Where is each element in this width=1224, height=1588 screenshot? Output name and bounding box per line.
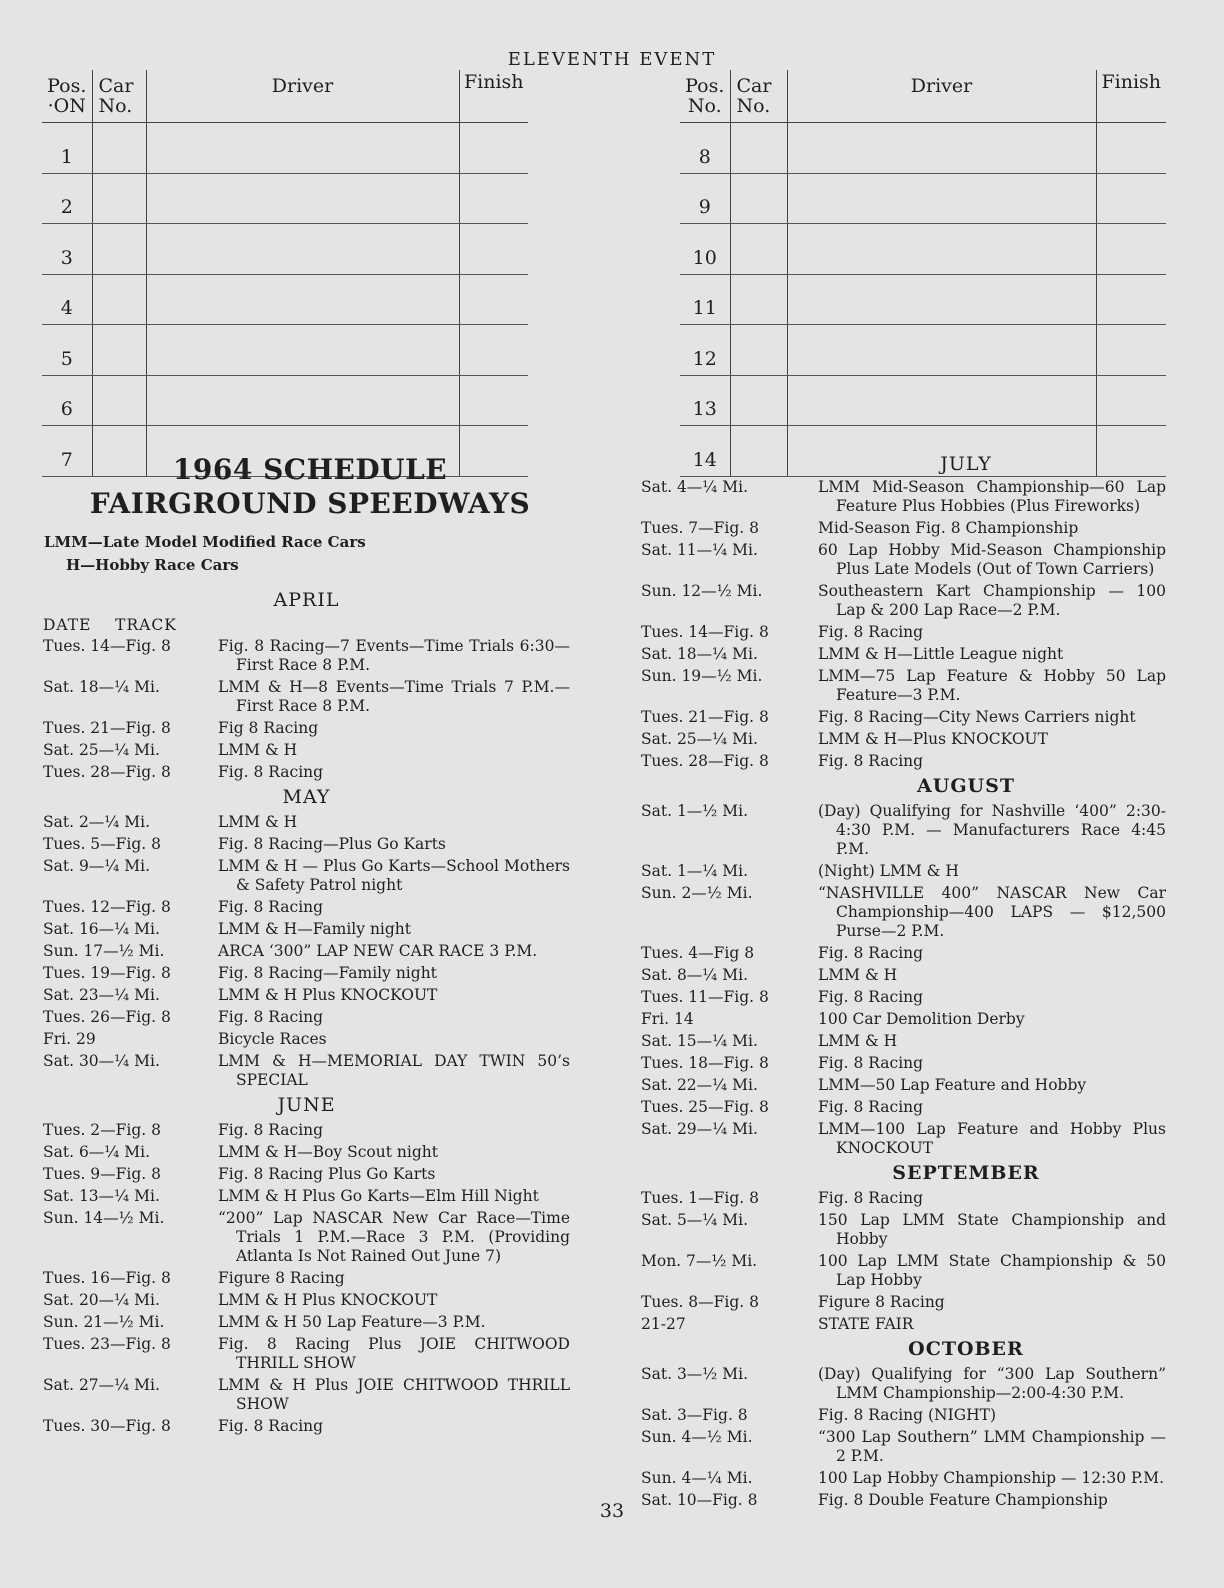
position-number: 1 <box>42 123 92 174</box>
car-number-cell[interactable] <box>730 274 787 325</box>
entry-description: LMM & H 50 Lap Feature—3 P.M. <box>218 1313 486 1331</box>
schedule-entry <box>641 1315 1166 1334</box>
entry-date: Sun. 17—½ Mi. <box>43 942 165 960</box>
position-number: 5 <box>42 325 92 376</box>
entry-row <box>42 173 528 224</box>
entry-row <box>680 123 1166 174</box>
schedule-entry <box>641 1211 1166 1249</box>
finish-cell[interactable] <box>459 123 528 174</box>
entry-date: Tues. 18—Fig. 8 <box>641 1054 769 1072</box>
schedule-entry <box>641 1076 1166 1095</box>
entry-row <box>680 325 1166 376</box>
finish-cell[interactable] <box>1096 325 1166 376</box>
schedule-entry <box>641 1252 1166 1290</box>
entry-date: Sat. 1—½ Mi. <box>641 802 749 820</box>
entry-description: LMM & H Plus KNOCKOUT <box>218 1291 438 1309</box>
entry-description: Fig. 8 Double Feature Championship <box>818 1491 1108 1509</box>
july-list <box>641 478 1166 771</box>
entry-date: Sat. 18—¼ Mi. <box>641 645 758 663</box>
driver-cell[interactable] <box>787 325 1096 376</box>
august-list <box>641 802 1166 1158</box>
schedule-entry <box>641 1054 1166 1073</box>
driver-cell[interactable] <box>146 375 459 426</box>
position-number: 6 <box>42 375 92 426</box>
finish-cell[interactable] <box>459 274 528 325</box>
entry-row <box>680 224 1166 275</box>
car-number-cell[interactable] <box>730 224 787 275</box>
entry-description: 150 Lap LMM State Championship and Hobby <box>818 1211 1166 1248</box>
schedule-entry <box>43 1030 570 1049</box>
page-number: 33 <box>599 1500 625 1522</box>
entry-description: LMM & H Plus JOIE CHITWOOD THRILL SHOW <box>218 1376 570 1413</box>
entry-date: Sat. 8—¼ Mi. <box>641 966 749 984</box>
entry-date: Sat. 23—¼ Mi. <box>43 986 160 1004</box>
driver-cell[interactable] <box>146 224 459 275</box>
finish-cell[interactable] <box>1096 274 1166 325</box>
schedule-entry <box>43 1335 570 1373</box>
schedule-entry <box>43 813 570 832</box>
entry-description: Figure 8 Racing <box>818 1293 945 1311</box>
entry-date: Tues. 2—Fig. 8 <box>43 1121 162 1139</box>
entry-description: ARCA ‘300” LAP NEW CAR RACE 3 P.M. <box>218 942 538 960</box>
entry-description: LMM & H—Boy Scout night <box>218 1143 438 1161</box>
schedule-entry <box>641 862 1166 881</box>
entry-date: Tues. 11—Fig. 8 <box>641 988 769 1006</box>
entry-date: Sat. 25—¼ Mi. <box>641 730 758 748</box>
entry-description: LMM & H Plus KNOCKOUT <box>218 986 438 1004</box>
entry-description: 100 Lap Hobby Championship — 12:30 P.M. <box>818 1469 1165 1487</box>
entry-description: Figure 8 Racing <box>218 1269 345 1287</box>
entry-description: (Day) Qualifying for “300 Lap Southern” LMM Championship—2:00-4:30 P.M. <box>818 1365 1166 1402</box>
entry-date: Tues. 26—Fig. 8 <box>43 1008 171 1026</box>
entry-description: LMM—50 Lap Feature and Hobby <box>818 1076 1087 1094</box>
june-list <box>43 1121 570 1436</box>
entry-date: Mon. 7—½ Mi. <box>641 1252 758 1270</box>
schedule-entry <box>641 944 1166 963</box>
entry-table-left <box>42 70 528 477</box>
october-list <box>641 1365 1166 1510</box>
entry-date: Sat. 20—¼ Mi. <box>43 1291 160 1309</box>
schedule-entry <box>641 884 1166 941</box>
car-number-cell[interactable] <box>730 173 787 224</box>
entry-description: Fig. 8 Racing Plus Go Karts <box>218 1165 436 1183</box>
schedule-entry <box>641 623 1166 642</box>
event-title: ELEVENTH EVENT <box>507 49 717 70</box>
schedule-entry <box>641 1428 1166 1466</box>
entry-date: Sat. 9—¼ Mi. <box>43 857 151 875</box>
finish-header: Finish <box>459 70 528 123</box>
car-number-cell[interactable] <box>92 274 146 325</box>
entry-description: Bicycle Races <box>218 1030 327 1048</box>
entry-description: Fig. 8 Racing <box>818 988 924 1006</box>
entry-date: Sat. 18—¼ Mi. <box>43 678 160 696</box>
entry-date: Sat. 2—¼ Mi. <box>43 813 151 831</box>
entry-description: Fig. 8 Racing <box>818 944 924 962</box>
entry-description: LMM & H <box>818 966 898 984</box>
schedule-entry <box>43 1187 570 1206</box>
schedule-entry <box>43 1209 570 1266</box>
entry-description: “NASHVILLE 400” NASCAR New Car Championship—400 LAPS — $12,500 Purse—2 P.M. <box>818 884 1166 940</box>
schedule-entry <box>43 1269 570 1288</box>
entry-description: 60 Lap Hobby Mid-Season Championship Plus Late Models (Out of Town Carriers) <box>818 541 1166 578</box>
finish-header: Finish <box>1096 70 1166 123</box>
schedule-entry <box>43 1121 570 1140</box>
entry-date: Sat. 5—¼ Mi. <box>641 1211 749 1229</box>
driver-header: Driver <box>146 70 459 123</box>
position-number: 3 <box>42 224 92 275</box>
schedule-entry <box>641 645 1166 664</box>
entry-row <box>680 375 1166 426</box>
entry-description: Mid-Season Fig. 8 Championship <box>818 519 1079 537</box>
entry-description: Fig. 8 Racing (NIGHT) <box>818 1406 997 1424</box>
entry-date: Tues. 1—Fig. 8 <box>641 1189 760 1207</box>
month-september: SEPTEMBER <box>892 1162 1040 1184</box>
finish-cell[interactable] <box>1096 123 1166 174</box>
entry-date: Sat. 11—¼ Mi. <box>641 541 758 559</box>
entry-row <box>42 123 528 174</box>
position-number: 14 <box>680 426 730 477</box>
schedule-right-column <box>641 455 1166 1513</box>
schedule-entry <box>641 1189 1166 1208</box>
entry-description: Fig. 8 Racing <box>218 763 324 781</box>
pos-header: Pos. No. <box>680 70 730 123</box>
entry-description: Fig. 8 Racing <box>818 1054 924 1072</box>
entry-date: Tues. 8—Fig. 8 <box>641 1293 760 1311</box>
month-july: JULY <box>940 453 992 475</box>
entry-date: Tues. 14—Fig. 8 <box>43 637 171 655</box>
position-number: 11 <box>680 274 730 325</box>
entry-date: Sun. 4—¼ Mi. <box>641 1469 753 1487</box>
entry-date: Sat. 3—½ Mi. <box>641 1365 749 1383</box>
schedule-entry <box>641 1010 1166 1029</box>
schedule-entry <box>641 802 1166 859</box>
schedule-entry <box>641 1469 1166 1488</box>
car-number-cell[interactable] <box>92 325 146 376</box>
schedule-entry <box>43 942 570 961</box>
entry-description: LMM & H—MEMORIAL DAY TWIN 50’s SPECIAL <box>218 1052 570 1089</box>
entry-description: LMM & H <box>218 813 298 831</box>
entry-row <box>680 173 1166 224</box>
driver-cell[interactable] <box>787 375 1096 426</box>
entry-description: (Night) LMM & H <box>818 862 959 880</box>
entry-row <box>42 325 528 376</box>
entry-row <box>42 375 528 426</box>
car-number-cell[interactable] <box>92 123 146 174</box>
driver-cell[interactable] <box>787 123 1096 174</box>
entry-description: Fig. 8 Racing—7 Events—Time Trials 6:30—First Race 8 P.M. <box>218 637 570 674</box>
entry-description: Southeastern Kart Championship — 100 Lap & 200 Lap Race—2 P.M. <box>818 582 1166 619</box>
entry-description: LMM—100 Lap Feature and Hobby Plus KNOCKOUT <box>818 1120 1166 1157</box>
schedule-entry <box>641 752 1166 771</box>
finish-cell[interactable] <box>1096 224 1166 275</box>
schedule-entry <box>641 1032 1166 1051</box>
entry-date: Sat. 15—¼ Mi. <box>641 1032 758 1050</box>
finish-cell[interactable] <box>459 224 528 275</box>
entry-date: Tues. 9—Fig. 8 <box>43 1165 162 1183</box>
entry-description: Fig. 8 Racing—Family night <box>218 964 437 982</box>
entry-description: 100 Car Demolition Derby <box>818 1010 1025 1028</box>
schedule-entry <box>641 1406 1166 1425</box>
entry-date: Sat. 4—¼ Mi. <box>641 478 749 496</box>
position-number: 10 <box>680 224 730 275</box>
schedule-entry <box>43 835 570 854</box>
schedule-entry <box>641 1098 1166 1117</box>
schedule-entry <box>43 964 570 983</box>
finish-cell[interactable] <box>459 375 528 426</box>
schedule-entry <box>43 857 570 895</box>
september-list <box>641 1189 1166 1334</box>
entry-description: LMM & H <box>818 1032 898 1050</box>
schedule-entry <box>43 898 570 917</box>
entry-date: Sat. 13—¼ Mi. <box>43 1187 160 1205</box>
entry-date: Sun. 12—½ Mi. <box>641 582 763 600</box>
driver-cell[interactable] <box>146 274 459 325</box>
entry-description: LMM & H—Plus KNOCKOUT <box>818 730 1048 748</box>
date-track-header: DATE TRACK <box>43 616 177 634</box>
entry-date: Fri. 14 <box>641 1010 694 1028</box>
driver-cell[interactable] <box>146 123 459 174</box>
entry-description: STATE FAIR <box>818 1315 914 1333</box>
entry-date: Tues. 14—Fig. 8 <box>641 623 769 641</box>
schedule-entry <box>43 741 570 760</box>
pos-header: Pos. ·ON <box>42 70 92 123</box>
position-number: 13 <box>680 375 730 426</box>
entry-description: “300 Lap Southern” LMM Championship —2 P.M. <box>818 1428 1166 1465</box>
entry-description: LMM & H—Little League night <box>818 645 1064 663</box>
entry-row <box>42 224 528 275</box>
position-number: 7 <box>42 426 92 477</box>
april-list <box>43 637 570 782</box>
entry-description: LMM & H — Plus Go Karts—School Mothers & Safety Patrol night <box>218 857 570 894</box>
finish-cell[interactable] <box>1096 173 1166 224</box>
driver-cell[interactable] <box>787 224 1096 275</box>
schedule-entry <box>641 730 1166 749</box>
schedule-entry <box>641 988 1166 1007</box>
car-number-cell[interactable] <box>92 375 146 426</box>
entry-date: Tues. 21—Fig. 8 <box>641 708 769 726</box>
entry-date: Sun. 21—½ Mi. <box>43 1313 165 1331</box>
schedule-entry <box>43 1313 570 1332</box>
entry-date: Tues. 19—Fig. 8 <box>43 964 171 982</box>
driver-cell[interactable] <box>146 173 459 224</box>
entry-description: Fig. 8 Racing <box>218 1121 324 1139</box>
entry-date: Sat. 1—¼ Mi. <box>641 862 749 880</box>
entry-date: Sat. 6—¼ Mi. <box>43 1143 151 1161</box>
entry-date: Sat. 22—¼ Mi. <box>641 1076 758 1094</box>
entry-row <box>680 274 1166 325</box>
entry-date: Sun. 14—½ Mi. <box>43 1209 165 1227</box>
entry-date: Tues. 4—Fig 8 <box>641 944 755 962</box>
schedule-entry <box>641 519 1166 538</box>
month-october: OCTOBER <box>908 1338 1024 1360</box>
finish-cell[interactable] <box>459 173 528 224</box>
entry-description: Fig. 8 Racing <box>218 1417 324 1435</box>
entry-row <box>42 274 528 325</box>
entry-date: Tues. 28—Fig. 8 <box>641 752 769 770</box>
schedule-entry <box>641 1365 1166 1403</box>
schedule-entry <box>43 1376 570 1414</box>
schedule-entry <box>43 719 570 738</box>
entry-date: Sun. 4—½ Mi. <box>641 1428 753 1446</box>
entry-date: Sat. 25—¼ Mi. <box>43 741 160 759</box>
entry-description: Fig. 8 Racing <box>218 1008 324 1026</box>
month-may: MAY <box>282 786 331 808</box>
entry-description: LMM & H Plus Go Karts—Elm Hill Night <box>218 1187 539 1205</box>
car-number-cell[interactable] <box>730 123 787 174</box>
entry-description: LMM—75 Lap Feature & Hobby 50 Lap Feature—3 P.M. <box>818 667 1166 704</box>
schedule-entry <box>641 708 1166 727</box>
schedule-entry <box>641 667 1166 705</box>
entry-date: Tues. 23—Fig. 8 <box>43 1335 171 1353</box>
month-april: APRIL <box>273 589 340 611</box>
entry-date: Tues. 30—Fig. 8 <box>43 1417 171 1435</box>
schedule-entry <box>43 1143 570 1162</box>
entry-description: Fig. 8 Racing—Plus Go Karts <box>218 835 446 853</box>
entry-date: Sat. 27—¼ Mi. <box>43 1376 160 1394</box>
schedule-entry <box>43 1291 570 1310</box>
car-number-cell[interactable] <box>730 375 787 426</box>
entry-date: Tues. 16—Fig. 8 <box>43 1269 171 1287</box>
schedule-entry <box>641 582 1166 620</box>
entry-date: Sat. 16—¼ Mi. <box>43 920 160 938</box>
entry-description: Fig 8 Racing <box>218 719 319 737</box>
entry-date: Sat. 10—Fig. 8 <box>641 1491 758 1509</box>
finish-cell[interactable] <box>1096 375 1166 426</box>
entry-date: Tues. 21—Fig. 8 <box>43 719 171 737</box>
month-august: AUGUST <box>917 775 1015 797</box>
finish-cell[interactable] <box>459 325 528 376</box>
schedule-left-column <box>43 585 570 1439</box>
schedule-entry <box>43 920 570 939</box>
schedule-entry <box>43 1165 570 1184</box>
entry-description: Fig. 8 Racing <box>218 898 324 916</box>
entry-description: LMM Mid-Season Championship—60 Lap Feature Plus Hobbies (Plus Fireworks) <box>818 478 1166 515</box>
entry-date: Tues. 5—Fig. 8 <box>43 835 162 853</box>
month-june: JUNE <box>277 1094 336 1116</box>
entry-date: Sat. 30—¼ Mi. <box>43 1052 160 1070</box>
entry-date: Sat. 29—¼ Mi. <box>641 1120 758 1138</box>
entry-description: Fig. 8 Racing <box>818 623 924 641</box>
schedule-entry <box>641 478 1166 516</box>
entry-description: (Day) Qualifying for Nashville ‘400” 2:30-4:30 P.M. — Manufacturers Race 4:45 P.M. <box>818 802 1166 858</box>
position-number: 12 <box>680 325 730 376</box>
schedule-title: 1964 SCHEDULE FAIRGROUND SPEEDWAYS <box>89 453 531 520</box>
schedule-entry <box>43 1052 570 1090</box>
entry-description: LMM & H—Family night <box>218 920 412 938</box>
entry-date: Sat. 3—Fig. 8 <box>641 1406 748 1424</box>
car-number-cell[interactable] <box>730 325 787 376</box>
legend-lmm: LMM—Late Model Modified Race Cars <box>44 533 366 551</box>
position-number: 2 <box>42 173 92 224</box>
schedule-entry <box>641 1120 1166 1158</box>
driver-header: Driver <box>787 70 1096 123</box>
entry-date: Fri. 29 <box>43 1030 96 1048</box>
entry-date: Sun. 2—½ Mi. <box>641 884 753 902</box>
car-number-cell[interactable] <box>92 224 146 275</box>
entry-date: Sun. 19—½ Mi. <box>641 667 763 685</box>
driver-cell[interactable] <box>787 173 1096 224</box>
entry-table-right <box>680 70 1166 477</box>
position-number: 9 <box>680 173 730 224</box>
schedule-entry <box>641 541 1166 579</box>
entry-description: LMM & H—8 Events—Time Trials 7 P.M.—First Race 8 P.M. <box>218 678 570 715</box>
car-header: Car No. <box>730 70 787 123</box>
entry-rows-left <box>42 123 528 477</box>
position-number: 4 <box>42 274 92 325</box>
entry-description: Fig. 8 Racing <box>818 1189 924 1207</box>
entry-date: Tues. 25—Fig. 8 <box>641 1098 769 1116</box>
schedule-entry <box>43 763 570 782</box>
schedule-entry <box>641 966 1166 985</box>
entry-description: Fig. 8 Racing—City News Carriers night <box>818 708 1136 726</box>
car-header: Car No. <box>92 70 146 123</box>
position-number: 8 <box>680 123 730 174</box>
schedule-entry <box>641 1293 1166 1312</box>
driver-cell[interactable] <box>787 274 1096 325</box>
entry-description: Fig. 8 Racing <box>818 752 924 770</box>
schedule-entry <box>43 986 570 1005</box>
entry-description: Fig. 8 Racing Plus JOIE CHITWOOD THRILL SHOW <box>218 1335 570 1372</box>
legend-hobby: H—Hobby Race Cars <box>66 556 239 574</box>
entry-description: “200” Lap NASCAR New Car Race—Time Trials 1 P.M.—Race 3 P.M. (Providing Atlanta Is Not Rained Out June 7) <box>218 1209 570 1265</box>
schedule-entry <box>43 1008 570 1027</box>
entry-date: Tues. 12—Fig. 8 <box>43 898 171 916</box>
entry-description: Fig. 8 Racing <box>818 1098 924 1116</box>
entry-description: 100 Lap LMM State Championship & 50 Lap Hobby <box>818 1252 1166 1289</box>
may-list <box>43 813 570 1090</box>
schedule-entry <box>43 1417 570 1436</box>
entry-rows-right <box>680 123 1166 477</box>
entry-date: Tues. 28—Fig. 8 <box>43 763 171 781</box>
entry-description: LMM & H <box>218 741 298 759</box>
driver-cell[interactable] <box>146 325 459 376</box>
car-number-cell[interactable] <box>92 173 146 224</box>
entry-date: Tues. 7—Fig. 8 <box>641 519 760 537</box>
schedule-entry <box>43 678 570 716</box>
schedule-entry <box>43 637 570 675</box>
entry-date: 21-27 <box>641 1315 686 1333</box>
